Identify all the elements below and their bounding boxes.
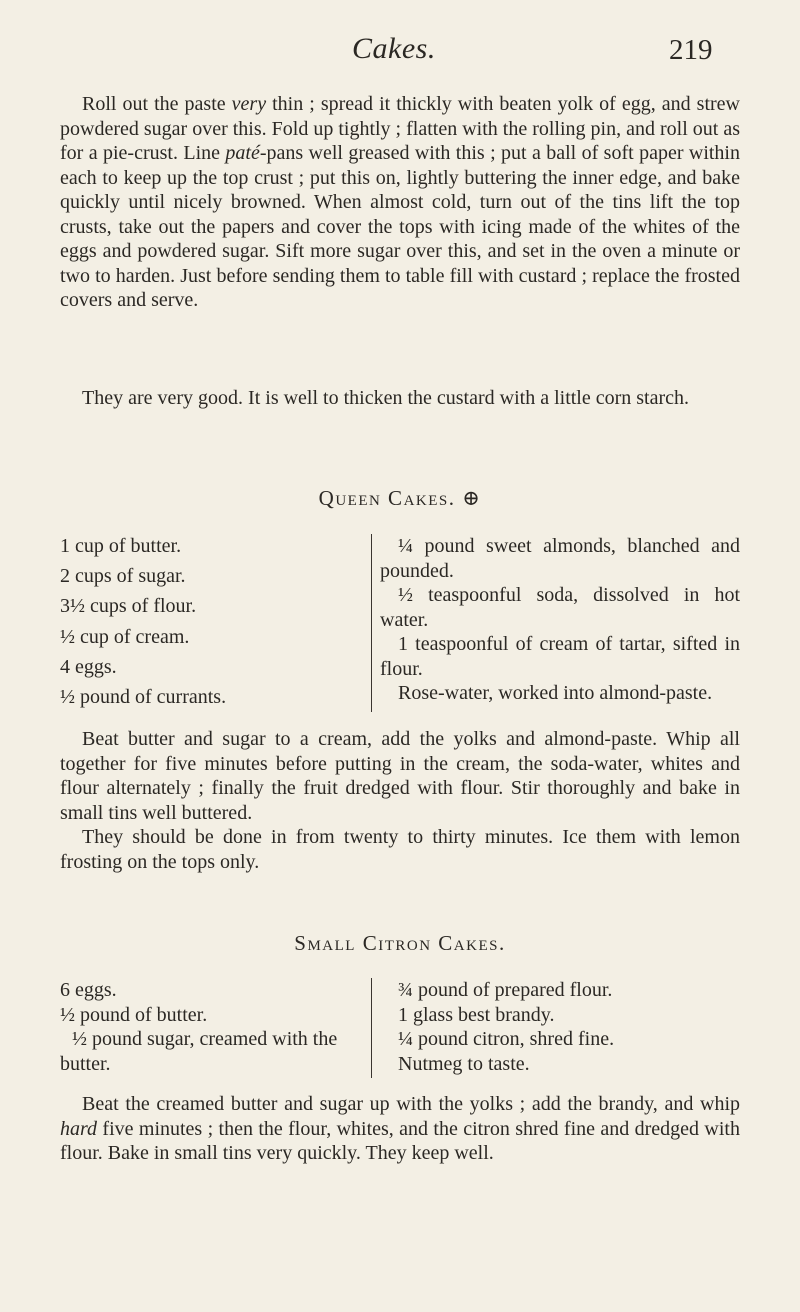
ingredient-item: 1 teaspoonful of cream of tartar, sifted in flour. [380,633,740,680]
citron-method-text-2: five minutes ; then the flour, whites, and the citron shred fine and dredged with flour. Bake in small tins very quickly. They keep well. [60,1117,740,1164]
citron-method-text-1: Beat the creamed butter and sugar up with the yolks ; add the brandy, and whip [82,1093,740,1115]
queen-cakes-ingredients [60,534,740,714]
queen-cakes-note [60,825,740,874]
ingredient-item: ¼ pound citron, shred fine. [398,1028,615,1050]
ingredient-item: ½ teaspoonful soda, dissolved in hot water. [380,584,740,631]
ingredient-item: 3½ cups of flour. [60,595,197,618]
citron-cakes-ingredients-left [60,978,360,1076]
intro-note-text: They are very good. It is well to thicken the custard with a little corn starch. [82,387,690,409]
intro-text-3: -pans well greased with this ; put a ball of soft paper within each to keep up the top crust ; put this on, lightly buttering the inner edge, and bake quickly until nicely browned. When almost cold, turn out of the tins lift the top crusts, take out the papers and cover the tops with icing made of the whites of the eggs and powdered sugar. Sift more sugar over this, and set in the oven a minute or two to harden. Just before sending them to table fill with custard ; replace the frosted covers and serve. [60,142,740,311]
intro-emphasis-very: very [231,93,267,115]
ingredient-item: ½ cup of cream. [60,625,190,648]
ingredient-item: 4 eggs. [60,655,117,678]
queen-cakes-note-text: They should be done in from twenty to thirty minutes. Ice them with lemon frosting on the tops only. [60,826,740,873]
ingredient-item: 6 eggs. [60,979,117,1001]
queen-cakes-method [60,727,740,825]
citron-cakes-heading: Small Citron Cakes. [294,931,506,955]
running-title: Cakes. [352,32,436,65]
intro-text-2: thin ; spread it thickly with beaten yolk of egg, and strew powdered sugar over this. Fold up tightly ; flatten with the rolling pin, and roll out as for a pie-crust. Line [60,93,740,164]
citron-cakes-ingredients-right [380,978,740,1076]
queen-cakes-heading: Queen Cakes. ⊕ [318,486,482,510]
intro-text-1: Roll out the paste [82,93,232,115]
intro-emphasis-pate: paté [225,142,260,164]
queen-cakes-method-text: Beat butter and sugar to a cream, add the yolks and almond-paste. Whip all together for five minutes before putting in the cream, the soda-water, whites and flour alternately ; finally the fruit dredged with flour. Stir thoroughly and bake in small tins well buttered. [60,728,740,824]
ingredient-item: 1 cup of butter. [60,535,182,557]
citron-cakes-ingredients [60,978,740,1078]
ingredient-item: 2 cups of sugar. [60,565,186,588]
ingredient-item: ¾ pound of prepared flour. [398,979,613,1001]
ingredient-item: ½ pound of currants. [60,685,227,708]
ingredient-item: Rose-water, worked into almond-paste. [398,682,713,704]
ingredient-item: ¼ pound sweet almonds, blanched and pounded. [380,535,740,582]
ingredient-item: ½ pound of butter. [60,1003,208,1026]
page-header [0,32,800,76]
page-number: 219 [669,34,713,66]
ingredient-item: ½ pound sugar, creamed with the butter. [60,1028,338,1075]
column-divider [371,978,372,1078]
ingredient-item: Nutmeg to taste. [398,1052,530,1075]
citron-method-emphasis-hard: hard [60,1117,98,1140]
queen-cakes-ingredients-left [60,534,360,715]
citron-cakes-method [60,1092,740,1166]
intro-paragraph [60,92,740,313]
column-divider [371,534,372,712]
intro-note-paragraph [60,386,740,411]
queen-cakes-ingredients-right [380,534,740,706]
ingredient-item: 1 glass best brandy. [398,1003,555,1026]
